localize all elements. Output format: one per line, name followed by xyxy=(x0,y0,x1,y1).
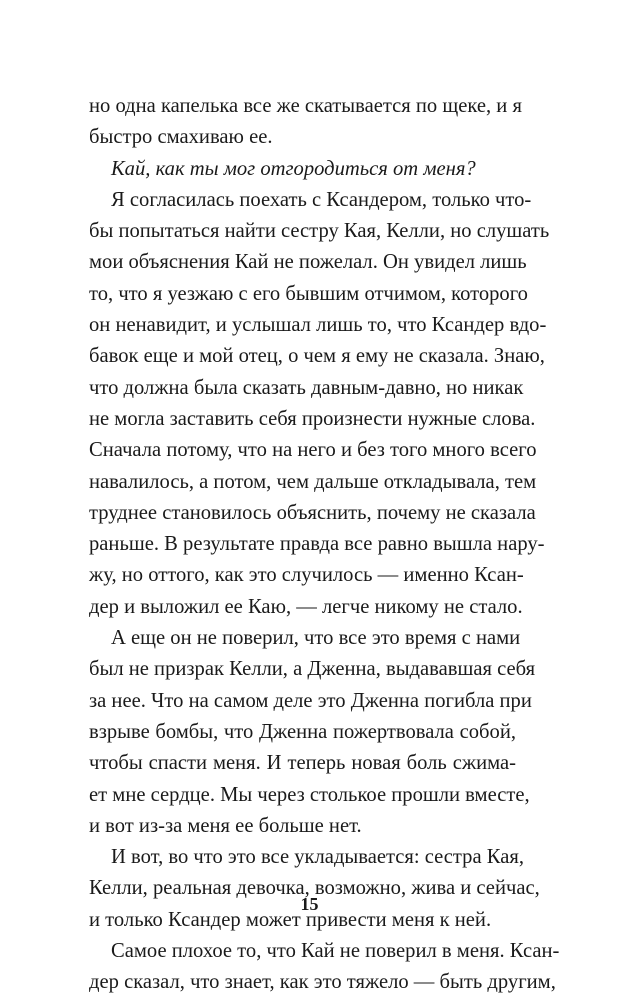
text-line: А еще он не поверил, что все это время с нами xyxy=(111,627,521,650)
text-line: бы попытаться найти сестру Кая, Келли, но слушать xyxy=(89,220,550,243)
text-line: он ненавидит, и услышал лишь то, что Ксандер вдо- xyxy=(89,314,547,337)
text-line: и только Ксандер может привести меня к ней. xyxy=(89,908,492,931)
text-line: навалилось, а потом, чем дальше откладывала, тем xyxy=(89,470,537,493)
text-line: дер и выложил ее Каю, — легче никому не стало. xyxy=(89,595,523,618)
text-line: жу, но оттого, как это случилось — именно Ксан- xyxy=(89,564,524,587)
text-line: но одна капелька все же скатывается по щеке, и я xyxy=(89,95,522,117)
text-line: Самое плохое то, что Кай не поверил в меня. Ксан- xyxy=(111,940,560,963)
text-line: не могла заставить себя произнести нужные слова. xyxy=(89,407,536,430)
text-line: и вот из-за меня ее больше нет. xyxy=(89,814,362,837)
text-line: быстро смахиваю ее. xyxy=(89,126,273,149)
text-line: раньше. В результате правда все равно вышла нару- xyxy=(89,533,545,556)
text-line: взрыве бомбы, что Дженна пожертвовала собой, xyxy=(89,720,516,743)
text-line: мои объяснения Кай не пожелал. Он увидел лишь xyxy=(89,251,527,274)
page-number: 15 xyxy=(300,894,319,914)
text-line: Сначала потому, что на него и без того много всего xyxy=(89,439,537,462)
text-line: Келли, реальная девочка, возможно, жива и сейчас, xyxy=(89,877,540,900)
text-line: Я согласилась поехать с Ксандером, только что- xyxy=(111,188,532,211)
text-line: И вот, во что это все укладывается: сестра Кая, xyxy=(111,846,524,869)
text-line: дер сказал, что знает, как это тяжело — быть другим, xyxy=(89,971,556,994)
text-line: что должна была сказать давным-давно, но никак xyxy=(89,376,524,399)
text-line: труднее становилось объяснить, почему не сказала xyxy=(89,501,536,524)
text-line: был не призрак Келли, а Дженна, выдававшая себя xyxy=(89,658,536,681)
italic-thought-line: Кай, как ты мог отгородиться от меня? xyxy=(111,157,476,180)
text-line: чтобы спасти меня. И теперь новая боль сжима- xyxy=(89,752,516,775)
text-line: бавок еще и мой отец, о чем я ему не сказала. Знаю, xyxy=(89,345,545,368)
text-line: ет мне сердце. Мы через столькое прошли вместе, xyxy=(89,783,530,806)
body-text xyxy=(89,91,560,999)
text-line: то, что я уезжаю с его бывшим отчимом, которого xyxy=(89,282,528,305)
text-line: за нее. Что на самом деле это Дженна погибла при xyxy=(89,689,532,712)
